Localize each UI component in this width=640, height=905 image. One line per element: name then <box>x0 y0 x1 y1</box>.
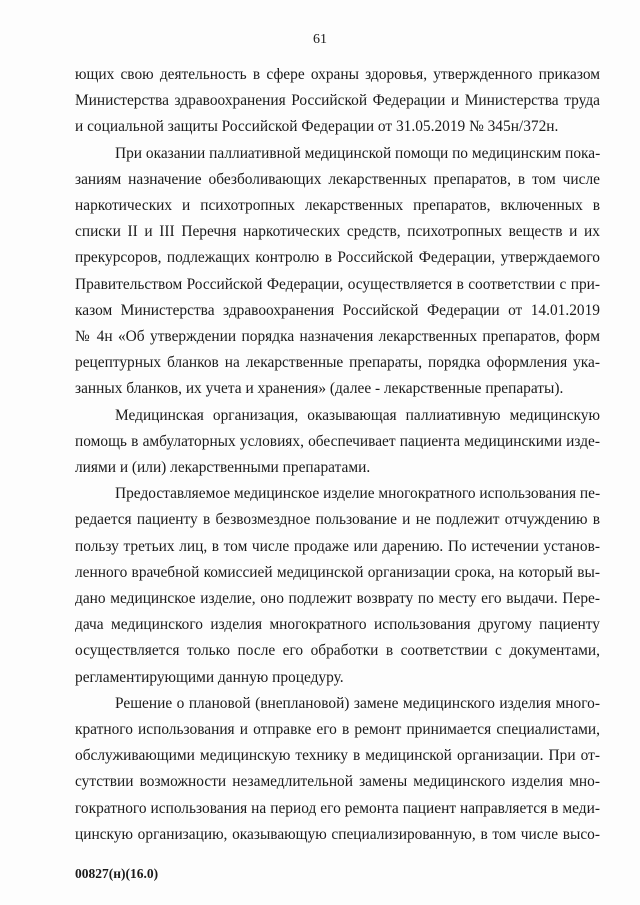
text-line: кратного использования и отправке его в ремонт принимается специалистами, <box>75 721 600 739</box>
text-line: дано медицинское изделие, оно подлежит возврату по месту его выдачи. Пере- <box>75 590 600 608</box>
text-line: № 4н «Об утверждении порядка назначения лекарственных препаратов, форм <box>75 328 600 346</box>
text-line: прекурсоров, подлежащих контролю в Российской Федерации, утверждаемого <box>75 249 600 267</box>
text-line: редается пациенту в безвозмездное пользование и не подлежит отчуждению в <box>75 511 600 529</box>
text-line: обслуживающими медицинскую технику в медицинской организации. При от- <box>75 747 600 765</box>
document-code: 00827(н)(16.0) <box>75 866 159 881</box>
text-line: Предоставляемое медицинское изделие многократного использования пе- <box>115 485 601 503</box>
text-line: ленного врачебной комиссией медицинской организации срока, на который вы- <box>75 563 600 581</box>
text-line: При оказании паллиативной медицинской помощи по медицинским пока- <box>115 144 601 162</box>
text-line: дача медицинского изделия многократного использования другому пациенту <box>75 616 600 634</box>
text-line: сутствии возможности незамедлительной замены медицинского изделия мно- <box>75 773 600 791</box>
text-line: Медицинская организация, оказывающая паллиативную медицинскую <box>115 406 600 424</box>
paragraph <box>75 403 600 482</box>
paragraph <box>75 691 600 848</box>
text-line: цинскую организацию, оказывающую специализированную, в том числе высо- <box>75 825 600 843</box>
body-text <box>75 62 600 848</box>
text-line: ющих свою деятельность в сфере охраны здоровья, утвержденного приказом <box>75 66 600 83</box>
text-line: и социальной защиты Российской Федерации от 31.05.2019 № 345н/372н. <box>75 118 559 136</box>
text-line: Правительством Российской Федерации, осуществляется в соответствии с при- <box>75 275 600 293</box>
text-line: наркотических и психотропных лекарственных препаратов, включенных в <box>75 197 600 215</box>
text-line: регламентирующими данную процедуру. <box>75 668 344 686</box>
text-line: казом Министерства здравоохранения Российской Федерации от 14.01.2019 <box>75 301 600 319</box>
text-line: занных бланков, их учета и хранения» (далее - лекарственные препараты). <box>75 380 564 398</box>
text-line: осуществляется только после его обработки в соответствии с документами, <box>75 642 600 660</box>
page-number: 61 <box>313 32 327 47</box>
text-line: заниям назначение обезболивающих лекарственных препаратов, в том числе <box>75 170 600 188</box>
paragraph <box>75 481 600 691</box>
text-line: списки II и III Перечня наркотических средств, психотропных веществ и их <box>75 223 600 241</box>
text-line: лиями и (или) лекарственными препаратами. <box>75 459 371 477</box>
text-line: Решение о плановой (внеплановой) замене медицинского изделия много- <box>115 694 600 712</box>
text-line: рецептурных бланков на лекарственные препараты, порядка оформления ука- <box>75 354 600 372</box>
text-line: пользу третьих лиц, в том числе продаже или дарению. По истечении установ- <box>75 537 600 555</box>
text-line: гократного использования на период его ремонта пациент направляется в меди- <box>75 799 600 817</box>
text-line: помощь в амбулаторных условиях, обеспечивает пациента медицинскими изде- <box>75 432 600 450</box>
paragraph <box>75 141 600 403</box>
text-line: Министерства здравоохранения Российской Федерации и Министерства труда <box>75 92 600 110</box>
paragraph <box>75 62 600 141</box>
